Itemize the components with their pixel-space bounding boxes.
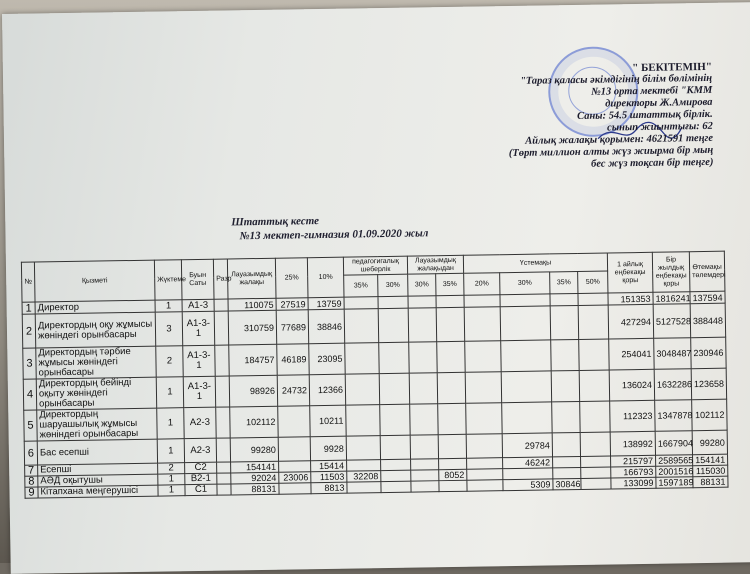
cell-name: АӘД оқытушы [38, 474, 158, 487]
cell-name: Директордың шаруашылық жұмысы жөніндегі орынбасары [37, 408, 157, 441]
cell-salary: 310759 [228, 310, 277, 345]
header-salary: Лауазымдық жалақы [227, 258, 276, 299]
cell-name: Есепші [38, 463, 158, 476]
cell-salary: 92024 [231, 472, 279, 484]
cell-name: Бас есепші [37, 439, 157, 465]
cell-name: Директордың тәрбие жұмысы жөніндегі орынбасары [36, 346, 156, 379]
cell-u30 [501, 340, 551, 372]
cell-u50 [581, 456, 611, 467]
cell-monthly: 151353 [608, 292, 653, 305]
cell-p10: 13759 [308, 297, 344, 310]
header-ped: педагогигалық шеберлік [343, 256, 407, 275]
approval-block [452, 61, 714, 173]
cell-u50 [579, 370, 610, 401]
cell-u50 [578, 293, 608, 305]
cell-comp: 102112 [692, 399, 727, 431]
cell-p25 [278, 406, 310, 437]
cell-salary: 154141 [231, 461, 279, 473]
cell-annual: 3048487 [654, 338, 691, 370]
cell-count: 1 [157, 439, 184, 463]
cell-u35: 30846 [553, 478, 581, 489]
cell-grade: А2-3 [184, 407, 216, 438]
cell-no: 7 [25, 465, 38, 476]
header-u35: 35% [550, 271, 578, 293]
cell-p25 [279, 461, 311, 473]
cell-u30 [500, 306, 551, 341]
cell-u20 [467, 458, 503, 470]
cell-count: 1 [157, 408, 184, 439]
cell-p10: 12366 [309, 374, 345, 406]
cell-u50 [580, 432, 610, 456]
cell-monthly: 133099 [611, 477, 656, 489]
cell-ped30 [380, 435, 410, 459]
header-ped-30: 30% [378, 274, 408, 296]
cell-grade: А1-3-1 [183, 345, 215, 376]
approval-line: "Тараз қаласы әкімдігінің білім бөлімінің [519, 72, 713, 87]
cell-ped35 [345, 343, 379, 375]
header-no: № [21, 262, 35, 302]
header-rank: Разр [213, 259, 228, 299]
cell-l35 [437, 372, 465, 403]
cell-no: 6 [24, 441, 37, 465]
approval-line: директоры Ж.Амирова [605, 96, 713, 110]
cell-l30 [409, 373, 437, 404]
cell-ped30 [379, 373, 409, 404]
cell-annual: 2589565 [656, 455, 693, 467]
cell-l35 [439, 480, 467, 491]
cell-monthly: 138992 [610, 431, 655, 456]
approval-line: (Төрт миллион алты жүз жиырма бір мың [508, 144, 714, 160]
cell-ped35 [344, 309, 379, 344]
cell-ped30 [381, 481, 411, 492]
cell-count: 1 [158, 474, 185, 485]
cell-rank [216, 407, 230, 438]
cell-salary: 98926 [229, 375, 277, 407]
cell-u50 [581, 467, 611, 478]
cell-l35 [436, 295, 464, 307]
cell-monthly: 112323 [610, 400, 655, 432]
cell-u20 [465, 341, 501, 373]
cell-u30: 29784 [502, 433, 552, 458]
cell-rank [217, 484, 231, 495]
cell-ped30 [381, 470, 411, 481]
cell-annual: 5127528 [653, 304, 691, 339]
cell-p25: 46189 [277, 344, 309, 375]
cell-u35 [552, 401, 580, 432]
cell-u35 [552, 432, 580, 456]
cell-rank [217, 462, 231, 473]
header-allowance: Үстемақы [463, 253, 607, 273]
cell-name: Директордың бейінді оқыту жөніндегі орынбасары [36, 377, 156, 410]
cell-salary: 99280 [230, 437, 278, 462]
cell-l30 [410, 435, 438, 459]
cell-ped35 [344, 297, 378, 310]
cell-ped35 [346, 436, 380, 461]
cell-ped35: 32208 [347, 471, 381, 483]
cell-l30 [410, 404, 438, 435]
cell-l30 [408, 296, 436, 308]
cell-rank [214, 311, 229, 345]
cell-ped35 [347, 460, 381, 472]
cell-no: 5 [24, 410, 37, 441]
cell-u50 [581, 478, 611, 489]
cell-annual: 1347878 [655, 400, 692, 432]
cell-rank [215, 376, 229, 407]
approval-heading: " БЕКІТЕМІН" [632, 60, 713, 75]
header-count: Жүктеме [154, 260, 182, 300]
cell-u30 [501, 371, 551, 403]
cell-grade: С1 [185, 484, 217, 496]
cell-count: 1 [158, 485, 185, 496]
cell-count: 3 [155, 312, 183, 346]
cell-u20 [466, 403, 502, 435]
header-u30: 30% [500, 272, 550, 295]
cell-u35 [550, 305, 579, 339]
cell-p10: 9928 [310, 436, 346, 461]
cell-u30 [503, 468, 553, 480]
header-grade: Буын Саты [181, 259, 214, 299]
header-lauaz-35: 35% [436, 273, 464, 295]
document-title [231, 212, 428, 243]
cell-l35 [437, 341, 465, 372]
cell-p25: 23006 [279, 472, 311, 484]
cell-annual: 1816241 [653, 292, 690, 305]
cell-annual: 1632286 [654, 369, 691, 401]
cell-l30 [411, 481, 439, 492]
header-u20: 20% [464, 273, 500, 296]
cell-l35: 8052 [439, 469, 467, 480]
cell-p10: 10211 [310, 405, 346, 437]
cell-p25: 77689 [276, 310, 309, 344]
cell-count: 1 [155, 300, 182, 312]
cell-monthly: 427294 [608, 304, 654, 339]
cell-l30 [408, 308, 437, 342]
cell-p25: 27519 [276, 298, 308, 311]
cell-monthly: 254041 [609, 338, 654, 370]
cell-no: 1 [22, 302, 35, 314]
document-page [2, 2, 750, 574]
approval-line: №13 орта мектебі "КММ [591, 84, 713, 98]
cell-count: 2 [158, 463, 185, 474]
cell-p25 [278, 437, 310, 461]
cell-salary: 184757 [229, 344, 277, 376]
cell-monthly: 215797 [611, 455, 656, 467]
cell-u35 [553, 467, 581, 478]
staff-table [21, 251, 729, 499]
cell-u30: 5309 [503, 479, 553, 491]
cell-comp: 99280 [692, 430, 727, 455]
cell-u35 [553, 456, 581, 467]
cell-grade: С2 [185, 462, 217, 474]
cell-monthly: 136024 [609, 369, 654, 401]
cell-comp: 123658 [691, 368, 726, 400]
cell-p25 [279, 483, 311, 495]
cell-l35 [438, 434, 466, 458]
cell-annual: 1597189 [656, 477, 693, 489]
cell-l35 [439, 458, 467, 469]
title-line-1: Штаттық кесте [231, 215, 320, 229]
cell-rank [215, 345, 229, 376]
cell-p10: 38846 [308, 309, 345, 344]
cell-ped30 [379, 342, 409, 373]
cell-u50 [578, 305, 609, 339]
cell-comp: 137594 [690, 291, 725, 304]
cell-name: Кітапхана меңгерушісі [38, 485, 158, 498]
cell-annual: 2001516 [656, 466, 693, 478]
header-monthly: 1 айлық еңбекақы қоры [607, 252, 653, 293]
cell-u30 [500, 294, 550, 307]
cell-u35 [551, 339, 579, 370]
cell-no: 2 [22, 314, 36, 348]
cell-grade: В2-1 [185, 473, 217, 485]
cell-u35 [550, 293, 578, 305]
cell-rank [214, 299, 228, 311]
cell-rank [217, 473, 231, 484]
cell-no: 3 [23, 348, 36, 379]
cell-comp: 388448 [690, 303, 726, 338]
header-annual: Бір жылдық еңбекақы қоры [652, 252, 690, 293]
cell-salary: 88131 [231, 483, 279, 495]
title-line-2: №13 мектеп-гимназия 01.09.2020 жыл [239, 227, 429, 243]
header-10: 10% [307, 257, 344, 298]
cell-ped30 [378, 308, 409, 342]
cell-u50 [580, 401, 611, 432]
header-position: Қызметі [34, 260, 155, 302]
approval-line: бес жүз тоқсан бір теңге) [591, 156, 714, 170]
cell-l30 [411, 459, 439, 470]
cell-no: 9 [25, 487, 38, 498]
cell-name: Директордың оқу жұмысы жөніндегі орынбасары [35, 312, 156, 348]
cell-u30: 46242 [503, 457, 553, 469]
cell-comp: 115030 [693, 465, 728, 477]
staff-table-body [22, 291, 728, 498]
header-u50: 50% [578, 271, 608, 293]
cell-comp: 154141 [693, 454, 728, 466]
cell-count: 1 [156, 377, 183, 408]
cell-l35 [438, 403, 466, 434]
cell-p25: 24732 [277, 375, 309, 406]
staff-table-wrapper [21, 251, 725, 499]
cell-grade: А1-3 [182, 299, 214, 312]
cell-comp: 88131 [693, 476, 728, 488]
cell-u20 [467, 469, 503, 481]
header-lauaz: Лауазымдық жалақыдан [407, 255, 463, 274]
cell-count: 2 [156, 346, 183, 377]
cell-u30 [502, 402, 552, 434]
header-lauaz-30: 30% [408, 274, 436, 296]
cell-u20 [465, 372, 501, 404]
cell-no: 8 [25, 476, 38, 487]
approval-line: Саны: 54.5 штаттық бірлік. [577, 108, 713, 122]
cell-u20 [464, 295, 500, 308]
cell-u20 [464, 307, 501, 342]
cell-no: 4 [23, 379, 36, 410]
cell-u35 [551, 370, 579, 401]
cell-l30 [411, 470, 439, 481]
cell-u50 [579, 339, 610, 370]
cell-ped35 [346, 405, 380, 437]
cell-ped35 [347, 482, 381, 494]
header-ped-35: 35% [344, 275, 378, 298]
cell-p10: 11503 [311, 471, 347, 483]
cell-monthly: 166793 [611, 466, 656, 478]
cell-salary: 102112 [230, 406, 278, 438]
cell-ped30 [378, 296, 408, 308]
cell-ped30 [380, 404, 410, 435]
header-25: 25% [275, 258, 308, 298]
cell-comp: 230946 [691, 337, 726, 369]
cell-p10: 8813 [311, 482, 347, 494]
cell-u20 [466, 434, 502, 459]
header-compensation: Өтемақы төлемдері [689, 251, 725, 292]
cell-ped30 [381, 459, 411, 470]
cell-grade: А2-3 [184, 438, 216, 462]
cell-name: Директор [35, 300, 155, 314]
cell-p10: 23095 [309, 343, 345, 375]
cell-rank [216, 438, 230, 462]
cell-p10: 15414 [311, 460, 347, 472]
cell-salary: 110075 [228, 298, 276, 311]
cell-u20 [467, 480, 503, 492]
cell-grade: А1-3-1 [182, 311, 215, 345]
cell-ped35 [345, 374, 379, 406]
cell-grade: А1-3-1 [183, 376, 215, 407]
cell-annual: 1667904 [655, 431, 692, 456]
cell-l35 [436, 307, 465, 341]
approval-line: Айлық жалақы қорымен: 4621591 теңге [525, 132, 714, 147]
cell-l30 [409, 342, 437, 373]
approval-line: сынып жиынтығы: 62 [607, 120, 713, 134]
